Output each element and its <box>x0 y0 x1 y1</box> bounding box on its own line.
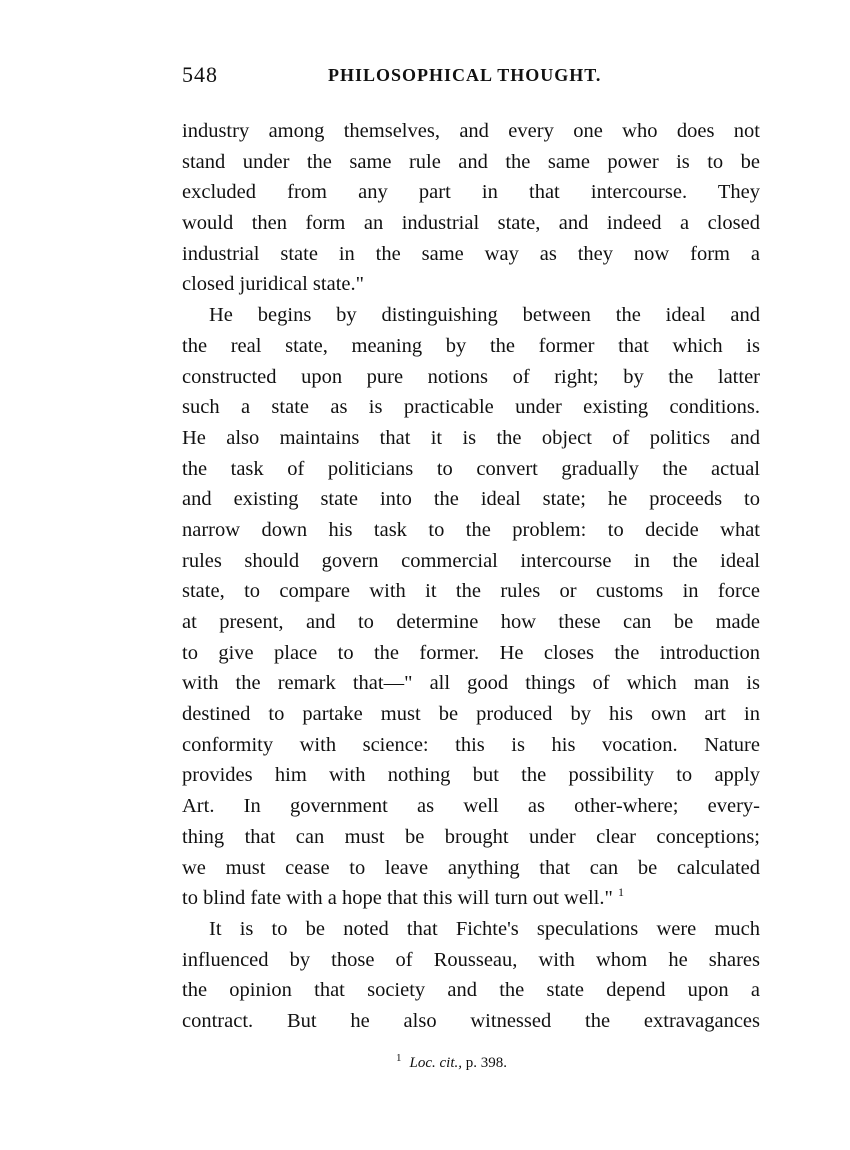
body-text <box>182 116 760 1037</box>
text-line: provides him with nothing but the possibility to apply <box>182 764 760 787</box>
text-line: Art. In government as well as other-where; every- <box>182 795 760 818</box>
running-head <box>182 62 760 92</box>
footnote <box>396 1052 507 1072</box>
text-line: such a state as is practicable under existing conditions. <box>182 396 760 419</box>
text-line: It is to be noted that Fichte's speculations were much <box>209 917 760 940</box>
text-line: we must cease to leave anything that can be calculated <box>182 856 760 879</box>
text-line: state, to compare with it the rules or customs in force <box>182 580 760 603</box>
text-line: to give place to the former. He closes the introduction <box>182 641 760 664</box>
text-line: the task of politicians to convert gradually the actual <box>182 457 760 480</box>
text-line: closed juridical state." <box>182 273 364 296</box>
text-line: conformity with science: this is his vocation. Nature <box>182 733 760 756</box>
text-line: narrow down his task to the problem: to decide what <box>182 518 760 541</box>
footnote-reference: 1 <box>617 885 624 900</box>
footnote-citation: Loc. cit., <box>409 1055 462 1071</box>
text-line: influenced by those of Rousseau, with whom he shares <box>182 948 760 971</box>
text-line: industry among themselves, and every one who does not <box>182 120 760 142</box>
text-line: the real state, meaning by the former that which is <box>182 334 760 357</box>
text-line: excluded from any part in that intercourse. They <box>182 181 760 204</box>
text-line: thing that can must be brought under clear conceptions; <box>182 825 760 848</box>
text-line: rules should govern commercial intercourse in the ideal <box>182 549 760 572</box>
text-line: contract. But he also witnessed the extravagances <box>182 1009 760 1032</box>
page-number: 548 <box>182 62 218 87</box>
text-line: the opinion that society and the state depend upon a <box>182 979 760 1002</box>
text-line: to blind fate with a hope that this will turn out well." <box>182 887 613 910</box>
text-line: would then form an industrial state, and indeed a closed <box>182 212 760 235</box>
text-line: He begins by distinguishing between the ideal and <box>209 304 760 327</box>
text-line: and existing state into the ideal state; he proceeds to <box>182 488 760 511</box>
running-title: PHILOSOPHICAL THOUGHT. <box>328 65 602 85</box>
text-line: industrial state in the same way as they now form a <box>182 242 760 265</box>
text-line: He also maintains that it is the object of politics and <box>182 426 760 449</box>
text-line-with-footnote-ref <box>182 883 760 914</box>
text-line: stand under the same rule and the same power is to be <box>182 150 760 173</box>
text-line: constructed upon pure notions of right; by the latter <box>182 365 760 388</box>
text-line: at present, and to determine how these can be made <box>182 611 760 633</box>
text-line: destined to partake must be produced by his own art in <box>182 703 760 726</box>
text-line: with the remark that—" all good things of which man is <box>182 672 760 695</box>
footnote-page: p. 398. <box>465 1055 507 1071</box>
footnote-marker: 1 <box>396 1052 402 1064</box>
